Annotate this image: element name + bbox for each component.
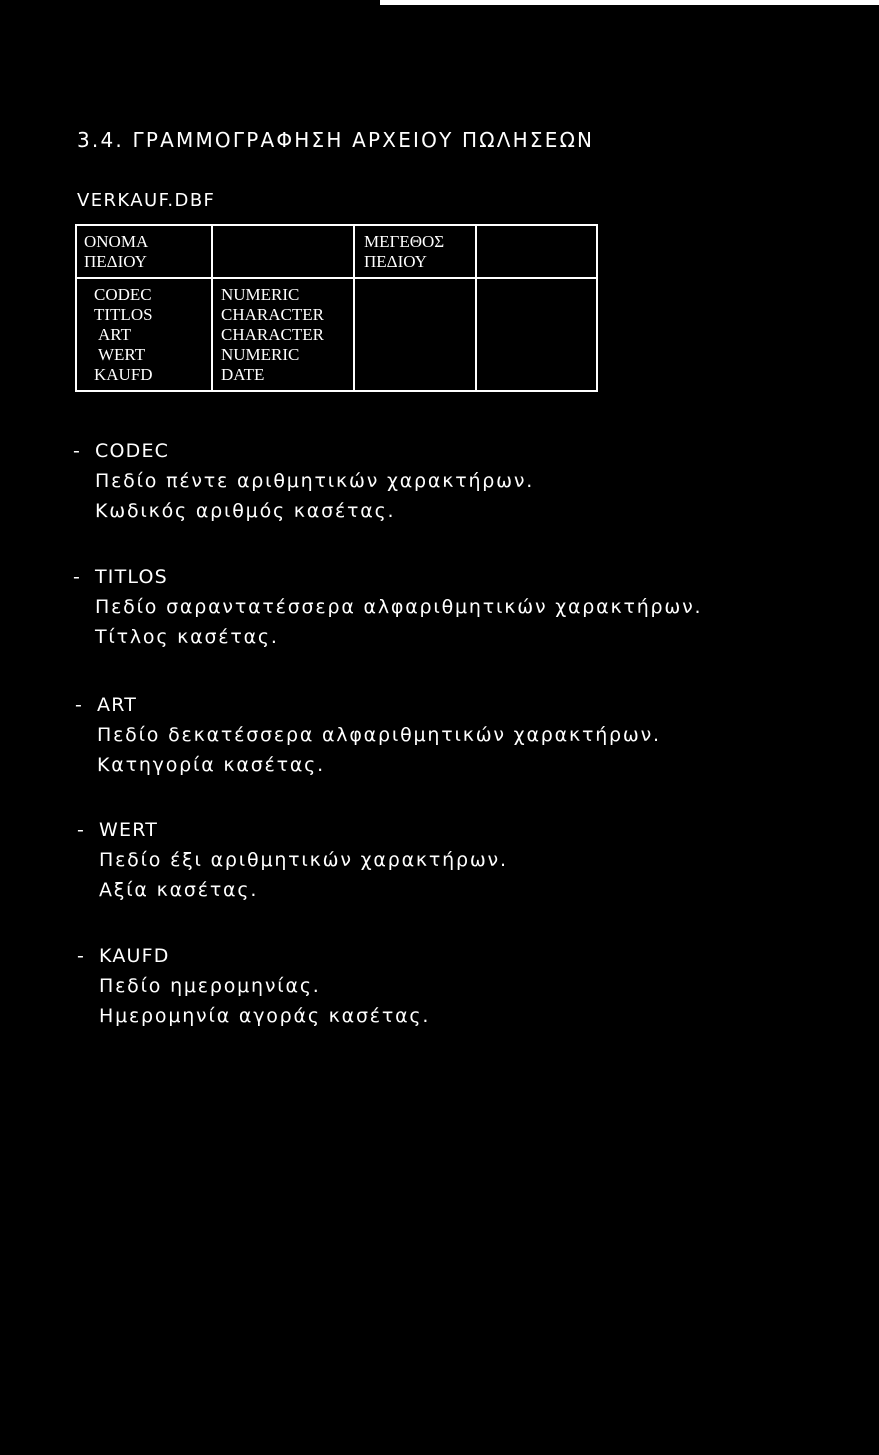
field-name: TITLOS <box>94 305 153 324</box>
description-line: Πεδίο σαραντατέσσερα αλφαριθμητικών χαρακτήρων. <box>95 596 703 618</box>
field-name: ART <box>98 325 131 344</box>
description-field-name: ART <box>97 694 138 716</box>
header-field-name <box>84 232 148 272</box>
header-field-name-line2: ΠΕΔΙΟΥ <box>84 252 147 271</box>
file-name: VERKAUF.DBF <box>77 190 216 211</box>
section-heading: 3.4. ΓΡΑΜΜΟΓΡΑΦΗΣΗ ΑΡΧΕΙΟΥ ΠΩΛΗΣΕΩΝ <box>77 128 595 152</box>
description-line: Κατηγορία κασέτας. <box>97 754 325 776</box>
field-type: NUMERIC <box>221 345 300 364</box>
description-line: Πεδίο πέντε αριθμητικών χαρακτήρων. <box>95 470 535 492</box>
bullet-dash: - <box>77 819 86 841</box>
description-field-name: CODEC <box>95 440 170 462</box>
header-field-size-line2: ΠΕΔΙΟΥ <box>364 252 427 271</box>
field-description-wert <box>77 815 508 905</box>
description-line: Ημερομηνία αγοράς κασέτας. <box>99 1005 431 1027</box>
field-names-column <box>94 285 153 385</box>
header-field-size-line1: ΜΕΓΕΘΟΣ <box>364 232 445 251</box>
field-description-codec <box>73 436 534 526</box>
field-description-titlos <box>73 562 702 652</box>
header-field-name-line1: ΟΝΟΜΑ <box>84 232 149 251</box>
description-line: Αξία κασέτας. <box>99 879 259 901</box>
description-line: Τίτλος κασέτας. <box>95 626 279 648</box>
bullet-dash: - <box>77 945 86 967</box>
description-field-name: WERT <box>99 819 159 841</box>
field-types-column <box>221 285 324 385</box>
description-field-name: KAUFD <box>99 945 170 967</box>
description-line: Πεδίο έξι αριθμητικών χαρακτήρων. <box>99 849 508 871</box>
field-type: NUMERIC <box>221 285 300 304</box>
bullet-dash: - <box>75 694 84 716</box>
field-type: CHARACTER <box>221 305 324 324</box>
table-divider <box>475 226 477 390</box>
field-type: DATE <box>221 365 265 384</box>
field-name: KAUFD <box>94 365 153 384</box>
table-header-divider <box>77 277 596 279</box>
description-line: Πεδίο ημερομηνίας. <box>99 975 321 997</box>
table-divider <box>353 226 355 390</box>
description-line: Πεδίο δεκατέσσερα αλφαριθμητικών χαρακτήρων. <box>97 724 661 746</box>
field-name: CODEC <box>94 285 152 304</box>
field-description-kaufd <box>77 941 430 1031</box>
description-field-name: TITLOS <box>95 566 168 588</box>
description-line: Κωδικός αριθμός κασέτας. <box>95 500 396 522</box>
bullet-dash: - <box>73 440 82 462</box>
header-field-size <box>364 232 444 272</box>
field-type: CHARACTER <box>221 325 324 344</box>
bullet-dash: - <box>73 566 82 588</box>
scan-top-edge <box>380 0 879 5</box>
field-description-art <box>75 690 661 780</box>
field-structure-table <box>75 224 598 392</box>
field-name: WERT <box>98 345 146 364</box>
table-divider <box>211 226 213 390</box>
